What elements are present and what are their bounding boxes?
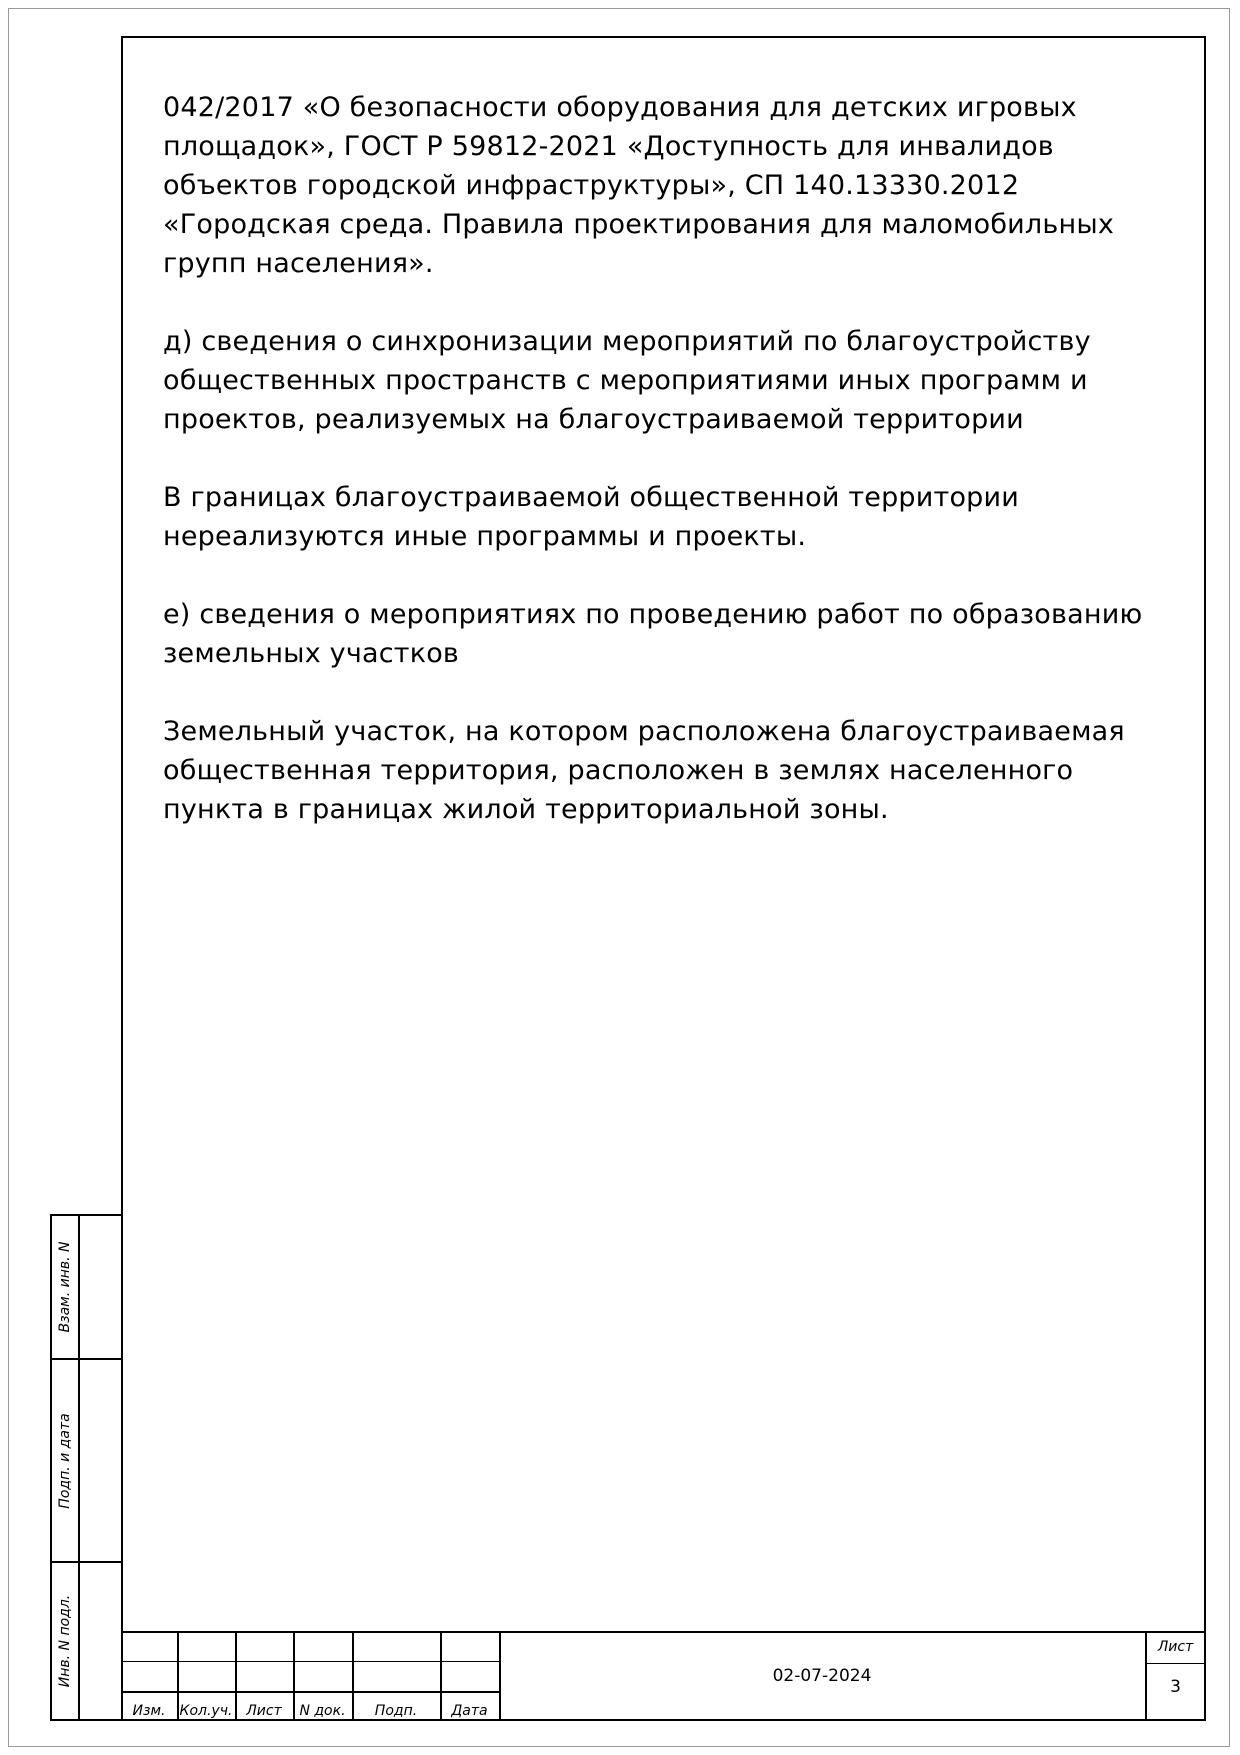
side-label-vzam-inv: Взам. инв. N: [57, 1241, 73, 1333]
side-cell-inv-podl: [50, 1561, 121, 1721]
paragraph-programs: В границах благоустраиваемой общественной территории нереализуются иные программы и проекты.: [163, 482, 1019, 552]
header-list: Лист: [246, 1703, 282, 1719]
document-date: 02-07-2024: [772, 1666, 872, 1686]
side-label-podp-data: Подп. и дата: [57, 1412, 73, 1509]
side-cell-podp-data: [50, 1358, 121, 1563]
header-data: Дата: [451, 1703, 488, 1719]
header-n-dok: N док.: [299, 1703, 346, 1719]
paragraph-land-plot: Земельный участок, на котором расположена благоустраиваемая общественная территория, расположен в землях населенного пункта в границах жилой территориальной зоны.: [163, 716, 1125, 825]
header-kol-uch: Кол.уч.: [179, 1703, 233, 1719]
header-podp: Подп.: [374, 1703, 418, 1719]
document-body: [163, 88, 1183, 868]
header-izm: Изм.: [132, 1703, 166, 1719]
paragraph-standards: 042/2017 «О безопасности оборудования для детских игровых площадок», ГОСТ Р 59812-2021 «Доступность для инвалидов объектов городской инфраструктуры», СП 140.13330.2012 «Городская среда. Правила проектирования для маломобильных групп населения».: [163, 92, 1115, 279]
sheet-number: 3: [1170, 1677, 1181, 1697]
side-label-inv-podl: Инв. N подл.: [57, 1594, 73, 1688]
title-block: [121, 1631, 1206, 1721]
side-cell-vzam-inv: [50, 1214, 121, 1360]
paragraph-heading-e: е) сведения о мероприятиях по проведению работ по образованию земельных участков: [163, 599, 1143, 669]
paragraph-heading-d: д) сведения о синхронизации мероприятий по благоустройству общественных пространств с мероприятиями иных программ и проектов, реализуемых на благоустраиваемой территории: [163, 326, 1091, 435]
sheet-label: Лист: [1157, 1639, 1194, 1655]
